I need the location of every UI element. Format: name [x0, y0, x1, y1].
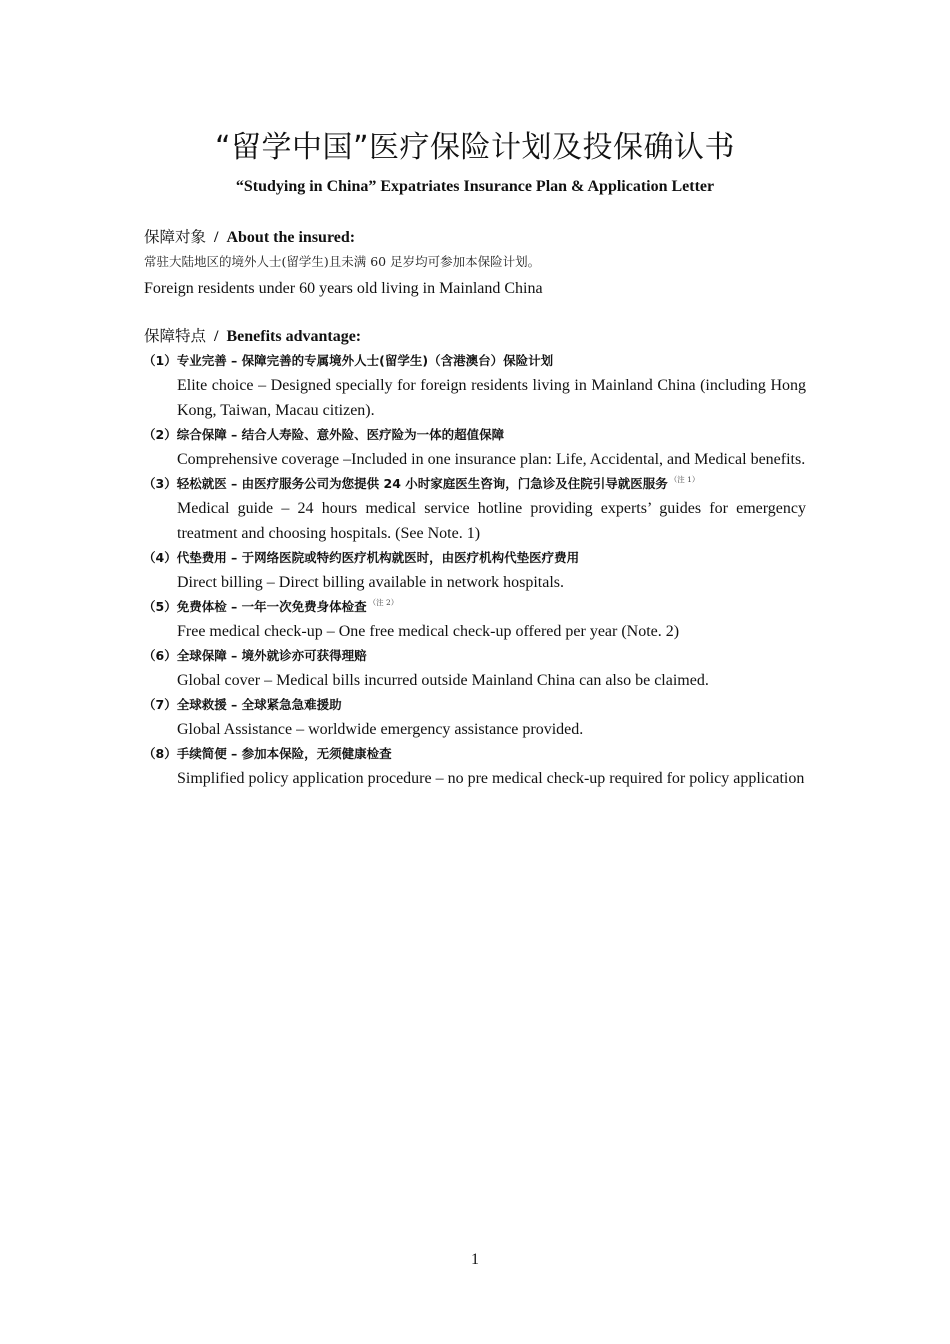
- benefit-description-english: Direct billing – Direct billing available in network hospitals.: [177, 574, 565, 591]
- benefit-item: [144, 693, 806, 742]
- benefit-title-chinese: [143, 595, 806, 619]
- benefit-title-text: （4）代垫费用 – 于网络医院或特约医疗机构就医时，由医疗机构代垫医疗费用: [143, 550, 580, 565]
- benefits-heading-chinese: 保障特点: [144, 327, 207, 345]
- insured-heading-chinese: 保障对象: [144, 228, 207, 246]
- insured-section: [144, 226, 806, 301]
- insured-heading-english: About the insured:: [226, 229, 356, 246]
- benefit-title-chinese: [143, 472, 806, 496]
- benefit-title-text: （7）全球救援 – 全球紧急急难援助: [143, 697, 342, 712]
- benefit-item: [144, 349, 806, 423]
- insured-description-chinese: 常驻大陆地区的境外人士(留学生)且未满 60 足岁均可参加本保险计划。: [144, 254, 541, 269]
- page-number: 1: [471, 1251, 479, 1268]
- footnote-marker: （注 1）: [669, 475, 700, 484]
- benefit-item: [144, 546, 806, 595]
- document-title-chinese: “留学中国”医疗保险计划及投保确认书: [214, 130, 736, 165]
- heading-separator: /: [214, 229, 219, 246]
- benefit-title-text: （6）全球保障 – 境外就诊亦可获得理赔: [143, 648, 367, 663]
- benefit-title-text: （8）手续简便 – 参加本保险，无须健康检查: [143, 746, 392, 761]
- insured-heading: [144, 226, 806, 248]
- benefit-title-chinese: [143, 693, 806, 717]
- benefit-title-chinese: [143, 644, 806, 668]
- benefit-item: [144, 423, 806, 472]
- benefit-item: [144, 595, 806, 644]
- benefit-description-english: Elite choice – Designed specially for foreign residents living in Mainland China (including Hong Kong, Taiwan, Macau citizen).: [177, 377, 806, 419]
- benefit-title-text: （1）专业完善 – 保障完善的专属境外人士(留学生)（含港澳台）保险计划: [143, 353, 554, 368]
- benefit-item: [144, 742, 806, 791]
- benefit-description-english: Global cover – Medical bills incurred outside Mainland China can also be claimed.: [177, 672, 709, 689]
- benefit-title-chinese: [143, 742, 806, 766]
- benefit-title-chinese: [143, 546, 806, 570]
- benefits-heading: [144, 325, 806, 347]
- benefits-list: [144, 349, 806, 791]
- benefit-title-text: （2）综合保障 – 结合人寿险、意外险、医疗险为一体的超值保障: [143, 427, 505, 442]
- benefit-item: [144, 472, 806, 546]
- benefit-title-text: （5）免费体检 – 一年一次免费身体检查: [143, 599, 367, 614]
- benefit-item: [144, 644, 806, 693]
- benefits-section: [144, 325, 806, 791]
- benefit-title-text: （3）轻松就医 – 由医疗服务公司为您提供 24 小时家庭医生咨询，门急诊及住院引导就医服务: [143, 476, 668, 491]
- footnote-marker: （注 2）: [368, 598, 399, 607]
- benefit-description-english: Global Assistance – worldwide emergency assistance provided.: [177, 721, 584, 738]
- insured-description-english: Foreign residents under 60 years old living in Mainland China: [144, 280, 543, 297]
- benefit-title-chinese: [143, 349, 806, 373]
- benefit-description-english: Medical guide – 24 hours medical service hotline providing experts’ guides for emergency treatment and choosing hospitals. (See Note. 1): [177, 500, 806, 542]
- benefit-description-english: Simplified policy application procedure – no pre medical check-up required for policy application: [177, 770, 805, 787]
- benefit-description-english: Comprehensive coverage –Included in one insurance plan: Life, Accidental, and Medical benefits.: [177, 451, 806, 468]
- benefits-heading-english: Benefits advantage:: [226, 328, 362, 345]
- document-title-english: “Studying in China” Expatriates Insurance Plan & Application Letter: [235, 178, 715, 195]
- heading-separator: /: [214, 328, 219, 345]
- benefit-title-chinese: [143, 423, 806, 447]
- benefit-description-english: Free medical check-up – One free medical check-up offered per year (Note. 2): [177, 623, 680, 640]
